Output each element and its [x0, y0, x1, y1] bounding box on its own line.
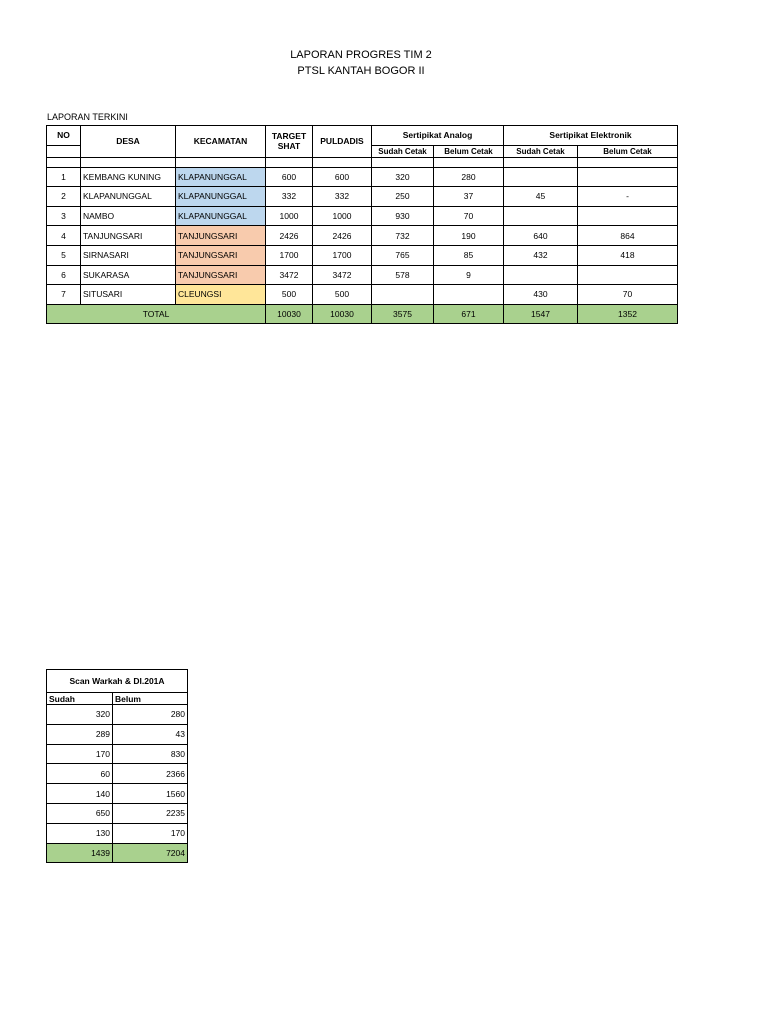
cell-elektronik-sudah: 45 — [504, 187, 578, 207]
scan-col-belum: Belum — [113, 693, 188, 705]
cell-kecamatan: TANJUNGSARI — [176, 226, 266, 246]
report-caption: LAPORAN TERKINI — [47, 112, 128, 122]
cell-no: 3 — [47, 206, 81, 226]
scan-cell-sudah: 289 — [47, 724, 113, 744]
scan-row — [47, 784, 188, 804]
cell-puldadis: 600 — [313, 167, 372, 187]
cell-analog-belum: 9 — [434, 265, 504, 285]
table-row — [47, 167, 678, 187]
table-row — [47, 206, 678, 226]
spacer-row — [47, 157, 678, 167]
cell-kecamatan: CLEUNGSI — [176, 285, 266, 305]
total-row — [47, 304, 678, 324]
cell-elektronik-belum — [578, 265, 678, 285]
cell-no: 1 — [47, 167, 81, 187]
cell-target: 600 — [266, 167, 313, 187]
scan-cell-sudah: 130 — [47, 823, 113, 843]
cell-target: 1700 — [266, 245, 313, 265]
header-target: TARGET SHAT — [266, 126, 313, 158]
total-target: 10030 — [266, 304, 313, 324]
report-title: LAPORAN PROGRES TIM 2 — [290, 49, 432, 61]
cell-target: 332 — [266, 187, 313, 207]
scan-cell-belum: 2235 — [113, 803, 188, 823]
scan-cell-belum: 170 — [113, 823, 188, 843]
scan-cell-belum: 1560 — [113, 784, 188, 804]
scan-cell-sudah: 140 — [47, 784, 113, 804]
scan-row — [47, 823, 188, 843]
cell-puldadis: 1000 — [313, 206, 372, 226]
total-analog-sudah: 3575 — [372, 304, 434, 324]
cell-no: 5 — [47, 245, 81, 265]
header-sertipikat-elektronik: Sertipikat Elektronik — [504, 126, 678, 146]
cell-kecamatan: TANJUNGSARI — [176, 245, 266, 265]
cell-no: 2 — [47, 187, 81, 207]
subheader-elektronik-sudah: Sudah Cetak — [504, 145, 578, 157]
report-subtitle: PTSL KANTAH BOGOR II — [297, 65, 425, 77]
cell-elektronik-belum — [578, 206, 678, 226]
cell-puldadis: 1700 — [313, 245, 372, 265]
cell-analog-belum: 70 — [434, 206, 504, 226]
cell-analog-sudah: 250 — [372, 187, 434, 207]
cell-desa: NAMBO — [81, 206, 176, 226]
cell-target: 3472 — [266, 265, 313, 285]
total-label: TOTAL — [47, 304, 266, 324]
cell-analog-belum: 37 — [434, 187, 504, 207]
scan-cell-belum: 830 — [113, 744, 188, 764]
table-row — [47, 265, 678, 285]
cell-no: 6 — [47, 265, 81, 285]
scan-total-belum: 7204 — [113, 843, 188, 863]
cell-elektronik-sudah — [504, 206, 578, 226]
cell-no: 4 — [47, 226, 81, 246]
scan-col-sudah: Sudah — [47, 693, 113, 705]
cell-elektronik-belum: 70 — [578, 285, 678, 305]
subheader-elektronik-belum: Belum Cetak — [578, 145, 678, 157]
scan-total-sudah: 1439 — [47, 843, 113, 863]
progress-table — [46, 125, 678, 324]
cell-elektronik-belum — [578, 167, 678, 187]
cell-puldadis: 500 — [313, 285, 372, 305]
scan-row — [47, 764, 188, 784]
table-row — [47, 245, 678, 265]
header-kecamatan: KECAMATAN — [176, 126, 266, 158]
total-analog-belum: 671 — [434, 304, 504, 324]
cell-analog-sudah: 732 — [372, 226, 434, 246]
cell-kecamatan: TANJUNGSARI — [176, 265, 266, 285]
cell-analog-sudah — [372, 285, 434, 305]
scan-row — [47, 705, 188, 725]
cell-elektronik-sudah — [504, 265, 578, 285]
cell-elektronik-belum: 864 — [578, 226, 678, 246]
subheader-analog-belum: Belum Cetak — [434, 145, 504, 157]
cell-puldadis: 332 — [313, 187, 372, 207]
subheader-analog-sudah: Sudah Cetak — [372, 145, 434, 157]
subheader-no-blank — [47, 145, 81, 157]
scan-row — [47, 744, 188, 764]
table-row — [47, 285, 678, 305]
cell-elektronik-belum: - — [578, 187, 678, 207]
cell-elektronik-sudah: 432 — [504, 245, 578, 265]
cell-puldadis: 3472 — [313, 265, 372, 285]
cell-desa: SUKARASA — [81, 265, 176, 285]
cell-analog-sudah: 765 — [372, 245, 434, 265]
cell-kecamatan: KLAPANUNGGAL — [176, 187, 266, 207]
scan-row — [47, 724, 188, 744]
cell-analog-belum: 190 — [434, 226, 504, 246]
cell-kecamatan: KLAPANUNGGAL — [176, 206, 266, 226]
cell-analog-belum: 280 — [434, 167, 504, 187]
cell-elektronik-sudah: 430 — [504, 285, 578, 305]
cell-target: 2426 — [266, 226, 313, 246]
cell-analog-belum: 85 — [434, 245, 504, 265]
header-no: NO — [47, 126, 81, 146]
cell-target: 1000 — [266, 206, 313, 226]
header-desa: DESA — [81, 126, 176, 158]
cell-analog-sudah: 930 — [372, 206, 434, 226]
cell-desa: TANJUNGSARI — [81, 226, 176, 246]
scan-cell-belum: 43 — [113, 724, 188, 744]
header-puldadis: PULDADIS — [313, 126, 372, 158]
scan-cell-belum: 280 — [113, 705, 188, 725]
cell-analog-sudah: 320 — [372, 167, 434, 187]
scan-cell-sudah: 650 — [47, 803, 113, 823]
cell-elektronik-sudah — [504, 167, 578, 187]
cell-desa: KEMBANG KUNING — [81, 167, 176, 187]
scan-total-row — [47, 843, 188, 863]
cell-desa: SIRNASARI — [81, 245, 176, 265]
cell-no: 7 — [47, 285, 81, 305]
cell-puldadis: 2426 — [313, 226, 372, 246]
table-row — [47, 226, 678, 246]
header-row — [47, 126, 678, 146]
header-sertipikat-analog: Sertipikat Analog — [372, 126, 504, 146]
cell-desa: SITUSARI — [81, 285, 176, 305]
cell-elektronik-sudah: 640 — [504, 226, 578, 246]
scan-cell-sudah: 170 — [47, 744, 113, 764]
scan-warkah-table — [46, 669, 188, 863]
table-row — [47, 187, 678, 207]
scan-row — [47, 803, 188, 823]
cell-target: 500 — [266, 285, 313, 305]
cell-elektronik-belum: 418 — [578, 245, 678, 265]
total-puldadis: 10030 — [313, 304, 372, 324]
cell-kecamatan: KLAPANUNGGAL — [176, 167, 266, 187]
cell-analog-sudah: 578 — [372, 265, 434, 285]
scan-cell-sudah: 320 — [47, 705, 113, 725]
total-elektronik-belum: 1352 — [578, 304, 678, 324]
cell-desa: KLAPANUNGGAL — [81, 187, 176, 207]
scan-cell-belum: 2366 — [113, 764, 188, 784]
total-elektronik-sudah: 1547 — [504, 304, 578, 324]
scan-cell-sudah: 60 — [47, 764, 113, 784]
scan-title: Scan Warkah & DI.201A — [47, 670, 188, 693]
cell-analog-belum — [434, 285, 504, 305]
